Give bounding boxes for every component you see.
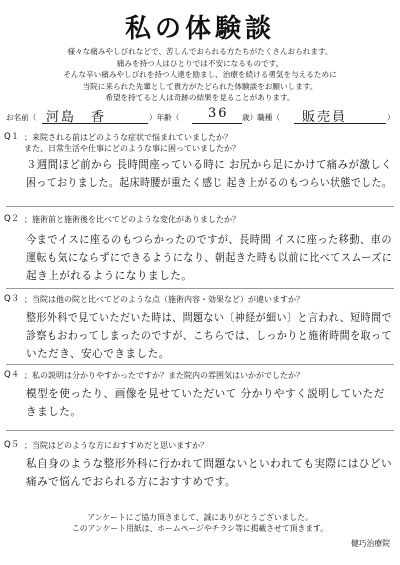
answer-line: きました。 (26, 406, 82, 418)
age-underline (192, 123, 242, 124)
answer-1 (26, 157, 392, 193)
question-text: ；私の説明は分かりやすかったですか？また院内の雰囲気はいかがでしたか？ (24, 371, 304, 380)
question-number: Q２ (4, 214, 20, 224)
intro-line: 当院に来られた先輩として貴方がたどられた体験談をお願いします。 (82, 81, 318, 91)
answer-line: 模型を使ったり、画像を見せていただいて 分かりやすく説明していただ (26, 388, 385, 400)
question-text: また、日常生活や仕事にどのような事に困っていましたか？ (24, 144, 240, 153)
page-title: 私の体験談 (124, 14, 275, 44)
intro-text (0, 46, 400, 104)
answer-3 (26, 310, 392, 364)
section-divider (6, 430, 394, 431)
answer-2 (26, 232, 392, 286)
age-label: ）年齢（ (149, 113, 180, 122)
answer-line: 今までイスに座るのもつらかったのですが、長時間 イスに座った移動、車の (26, 234, 392, 246)
answer-line: 起き上がれるようになりました。 (26, 270, 193, 282)
name-label: お名前（ (6, 113, 37, 122)
question-number: Q４ (4, 370, 20, 380)
intro-line: 希望を持てると人は奇跡の結果を見ることがあります。 (105, 93, 295, 103)
thanks-line: このアンケート用紙は、ホームページやチラシ等に掲載させて頂きます。 (71, 524, 329, 533)
answer-line: 痛みで悩んでおられる方におすすめです。 (26, 476, 237, 488)
job-close: ） (387, 113, 395, 122)
answer-line: ３週間ほど前から 長時間座っている時に お尻から足にかけて痛みが激しく (26, 159, 392, 171)
answer-line: 運転も気にならずにできるようになり、朝起きた時も以前に比べてスムーズに (26, 252, 393, 264)
section-divider (6, 288, 394, 289)
answer-line: 整形外科で見ていただいた時は、問題ない〔神経が細い〕と言われ、短時間で (26, 312, 392, 324)
question-number: Q５ (4, 440, 20, 450)
question-text: ；当院は他の院と比べてどのような点（施術内容・効果など）が違いますか？ (24, 295, 304, 304)
question-text: ；施術前と施術後を比べてどのような変化がありましたか？ (24, 215, 240, 224)
thanks-line: アンケートにご協力頂きまして、誠にありがとうございました。 (87, 513, 313, 522)
job-value: 販売員 (302, 110, 348, 125)
answer-line: 困っておりました。起床時腰が重たく感じ 起き上がるのもつらい状態でした。 (26, 177, 393, 189)
answer-line: 診察もおわってしまったのですが、こちらでは、しっかりと施術時間を取って (26, 330, 392, 342)
age-value: 36 (208, 106, 229, 121)
job-underline (294, 123, 386, 124)
question-number: Q３ (4, 294, 20, 304)
question-text: ；当院はどのような方におすすめだと思いますか？ (24, 441, 209, 450)
thanks-text (0, 512, 400, 534)
answer-line: 私自身のような整形外科に行かれて問題ないといわれても実際にはひどい (26, 458, 393, 470)
section-divider (6, 206, 394, 207)
intro-line: そんな辛い痛みやしびれを持つ人達を励まし、治療を続ける勇気を与えるために (63, 70, 337, 80)
name-underline (42, 123, 148, 124)
clinic-name: 健巧治療院 (351, 539, 390, 548)
answer-line: いただき、安心できました。 (26, 348, 170, 360)
question-text: ；来院される前はどのような症状で悩まれていましたか？ (24, 133, 232, 142)
question-number: Q１ (4, 132, 20, 142)
job-label: 歳）職種（ (242, 113, 280, 122)
profile-row (6, 108, 394, 126)
answer-5 (26, 456, 392, 492)
intro-line: 様々な痛みやしびれなどで、苦しんでおられる方たちがたくさんおられます。 (67, 47, 333, 56)
answer-4 (26, 386, 392, 422)
name-value: 河島 香 (46, 110, 107, 125)
intro-line: 痛みを持つ人はひとりでは不安になるものです。 (116, 58, 284, 68)
section-divider (6, 364, 394, 365)
